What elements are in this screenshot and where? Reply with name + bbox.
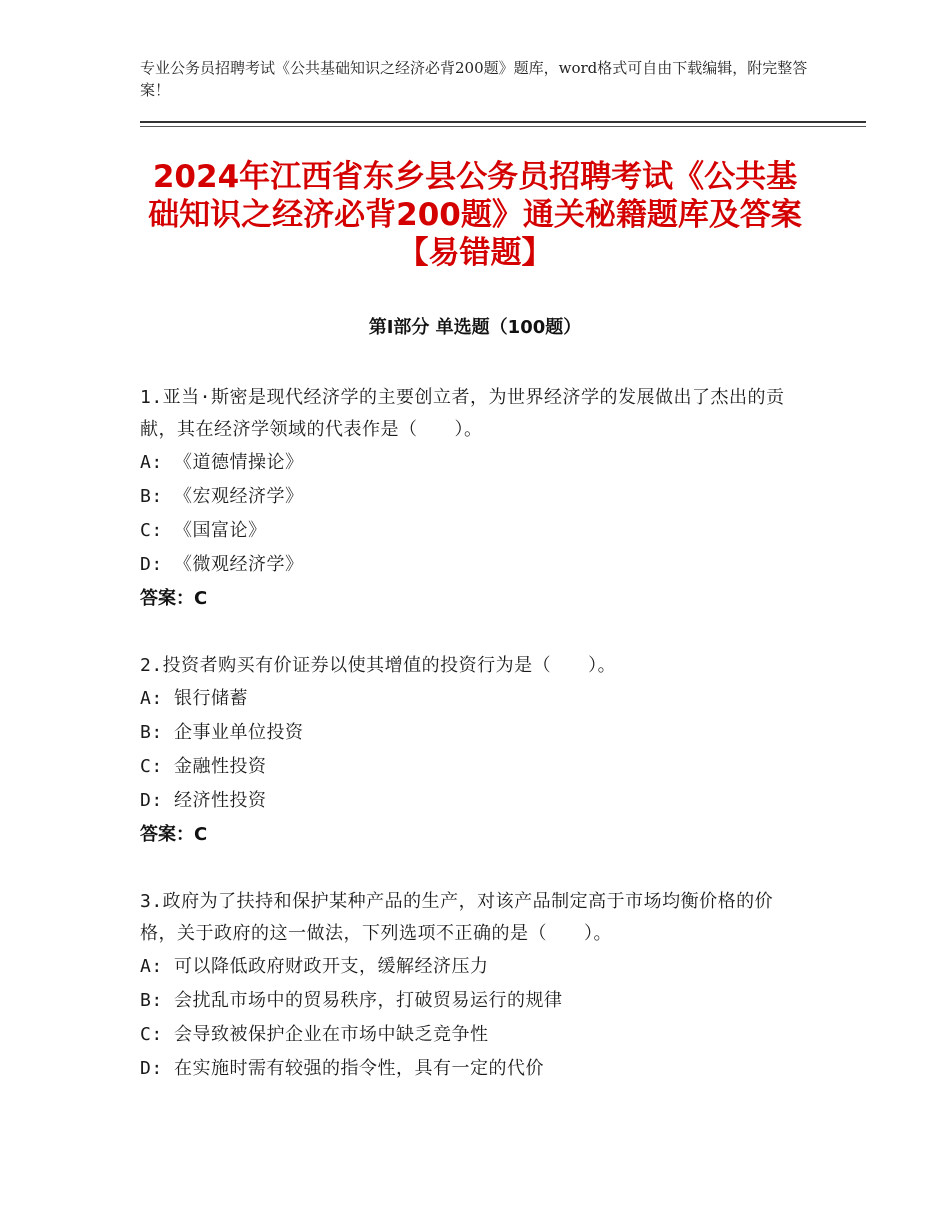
option-c: C: 金融性投资: [140, 756, 267, 777]
option-c: C: 会导致被保护企业在市场中缺乏竞争性: [140, 1024, 489, 1045]
option-d: D: 《微观经济学》: [140, 554, 304, 575]
option-c: C: 《国富论》: [140, 520, 267, 541]
header-rule-thin: [140, 126, 866, 127]
option-b: B: 企事业单位投资: [140, 722, 304, 743]
question-1: [140, 382, 810, 616]
option-a: A: 可以降低政府财政开支，缓解经济压力: [140, 956, 489, 977]
option-d: D: 在实施时需有较强的指令性，具有一定的代价: [140, 1058, 545, 1079]
question-stem: 2.投资者购买有价证券以使其增值的投资行为是（ ）。: [140, 655, 617, 676]
question-3: [140, 886, 810, 1086]
option-b: B: 《宏观经济学》: [140, 486, 304, 507]
answer: 答案：C: [140, 588, 208, 609]
question-list: [140, 382, 810, 1120]
document-title: 2024年江西省东乡县公务员招聘考试《公共基础知识之经济必背200题》通关秘籍题库及答案【易错题】: [148, 159, 802, 271]
option-d: D: 经济性投资: [140, 790, 267, 811]
header-note: 专业公务员招聘考试《公共基础知识之经济必背200题》题库，word格式可自由下载编辑，附完整答案！: [140, 59, 808, 99]
option-a: A: 银行储蓄: [140, 688, 249, 709]
question-2: [140, 650, 810, 852]
option-b: B: 会扰乱市场中的贸易秩序，打破贸易运行的规律: [140, 990, 563, 1011]
question-stem: 1.亚当·斯密是现代经济学的主要创立者，为世界经济学的发展做出了杰出的贡献，其在经济学领域的代表作是（ ）。: [140, 387, 785, 440]
header-rule-thick: [140, 121, 866, 123]
section-heading: 第Ⅰ部分 单选题（100题）: [368, 317, 582, 338]
answer: 答案：C: [140, 824, 208, 845]
question-stem: 3.政府为了扶持和保护某种产品的生产，对该产品制定高于市场均衡价格的价格，关于政府的这一做法，下列选项不正确的是（ ）。: [140, 891, 774, 944]
option-a: A: 《道德情操论》: [140, 452, 304, 473]
